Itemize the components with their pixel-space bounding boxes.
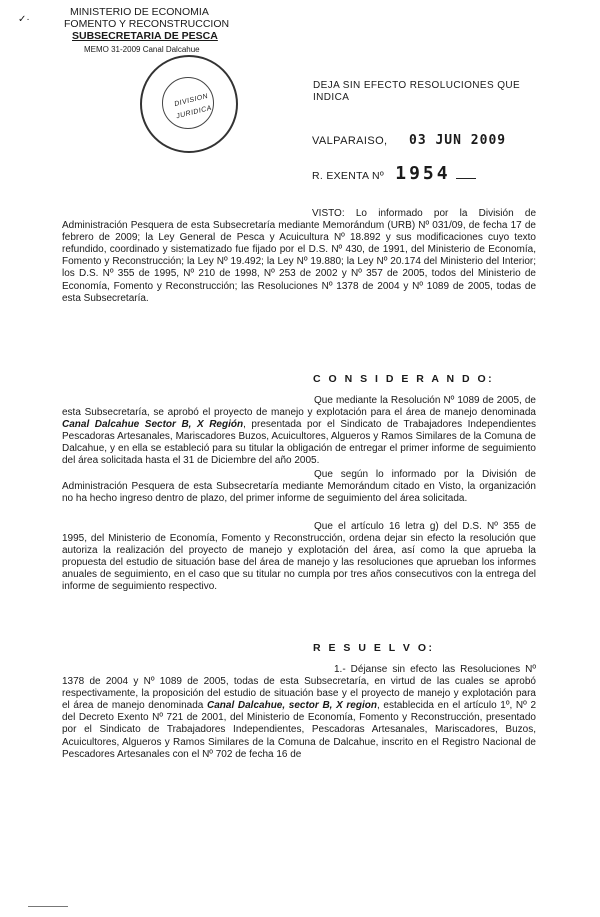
letterhead (62, 6, 272, 54)
visto-paragraph (62, 208, 536, 305)
considerando-p1-pre: Que mediante la Resolución Nº 1089 de 2005, de esta Subsecretaría, se aprobó el proyecto de manejo y explotación para el área de manejo denominada (62, 395, 536, 419)
resuelvo-p1-pre: 1.- Déjanse sin efecto las Resoluciones Nº 1378 de 2004 y Nº 1089 de 2005, todas de esta Subsecretaría, en virtud de las cuales se aprobó respectivamente, la proposición del estudio de situación base y el proyecto de manejo y explotación para el área de manejo denominada (62, 664, 536, 712)
exenta-label: R. EXENTA Nº (312, 170, 385, 182)
resuelvo-paragraph-1 (62, 664, 536, 761)
resuelvo-p1-post: , establecida en el artículo 1º, Nº 2 del Decreto Exento Nº 721 de 2001, del Ministerio de Economía, Fomento y Reconstrucción, presentado por el Sindicato de Trabajadores Independientes, Pescadoras Artesanales, Mariscadores, Buzos, Acuicultores, Algueros y Ramos Similares de la Comuna de Dalcahue, inscrito en el Registro Nacional de Pescadores Artesanales con el Nº 702 de fecha 16 de (62, 700, 536, 760)
letterhead-subsecretaria: SUBSECRETARIA DE PESCA (72, 30, 218, 42)
exenta-line (312, 163, 476, 184)
margin-ink-mark: ✓· (18, 14, 30, 25)
memo-reference: MEMO 31-2009 Canal Dalcahue (84, 45, 200, 54)
exenta-underline (456, 178, 476, 179)
document-subject (313, 80, 543, 104)
considerando-paragraph-3: Que el artículo 16 letra g) del D.S. Nº 355 de 1995, del Ministerio de Economía, Fomento y Reconstrucción, ordena dejar sin efecto la resolución que autoriza la realización del proyecto de manejo y explotación del área, así como la que aprueba la propuesta del estudio de situación base del área de manejo y las resoluciones que aprueban los informes anuales de seguimiento, en el caso que su titular no cumpla por tres años consecutivos con la entrega del informe de seguimiento respectivo. (62, 521, 536, 593)
seal-text-division: DIVISION (173, 92, 210, 109)
subject-line-2: INDICA (313, 92, 350, 103)
place: VALPARAISO, (312, 135, 388, 147)
resuelvo-heading: R E S U E L V O: (313, 642, 435, 654)
considerando-p1-post: , presentada por el Sindicato de Trabajadores Independientes Pescadoras Artesanales, Mariscadores Buzos, Acuicultores, Algueros y Ramos Similares de la Comuna de Dalcahue, y en ella se estableció para su titular la obligación de entregar el primer informe de seguimiento del área solicitada hasta el 31 de Diciembre del año 2005. (62, 419, 537, 467)
footer-rule (28, 906, 68, 907)
considerando-p1-area: Canal Dalcahue Sector B, X Región (62, 419, 244, 431)
division-juridica-seal (140, 55, 238, 153)
subject-line-1: DEJA SIN EFECTO RESOLUCIONES QUE (313, 80, 521, 91)
considerando-heading: C O N S I D E R A N D O: (313, 373, 495, 385)
considerando-paragraph-2: Que según lo informado por la División de Administración Pesquera de esta Subsecretaría mediante Memorándum citado en Visto, la organización no ha hecho ingreso dentro de plazo, del primer informe de seguimiento del área solicitada. (62, 469, 536, 505)
letterhead-fomento: FOMENTO Y RECONSTRUCCION (64, 18, 230, 30)
exenta-number: 1954 (395, 163, 451, 184)
considerando-paragraph-1 (62, 395, 536, 468)
visto-text: Lo informado por la División de Administración Pesquera de esta Subsecretaría mediante Memorándum (URB) Nº 031/09, de fecha 17 de febrero de 2009; la Ley General de Pesca y Acuicultura Nº 18.892 y sus modificaciones cuyo texto refundido, coordinado y sistematizado fue fijado por el D.S. Nº 430, de 1991, del Ministerio de Economía, Fomento y Reconstrucción; la Ley Nº 19.492; la Ley Nº 19.880; la Ley Nº 20.174 del Ministerio del Interior; los D.S. Nº 355 de 1995, Nº 210 de 1998, Nº 253 de 2002 y Nº 357 de 2005, todos del Ministerio de Economía, Fomento y Reconstrucción; las Resoluciones Nº 1378 de 2004 y Nº 1089 de 2005, todas de esta Subsecretaría. (62, 208, 537, 304)
date-stamp: 03 JUN 2009 (409, 133, 507, 148)
visto-label: VISTO: (312, 208, 345, 219)
letterhead-ministry: MINISTERIO DE ECONOMIA (70, 6, 209, 18)
resuelvo-p1-area: Canal Dalcahue, sector B, X region (207, 700, 377, 712)
seal-text-juridica: JURIDICA (175, 104, 213, 121)
place-date-line (312, 133, 506, 148)
